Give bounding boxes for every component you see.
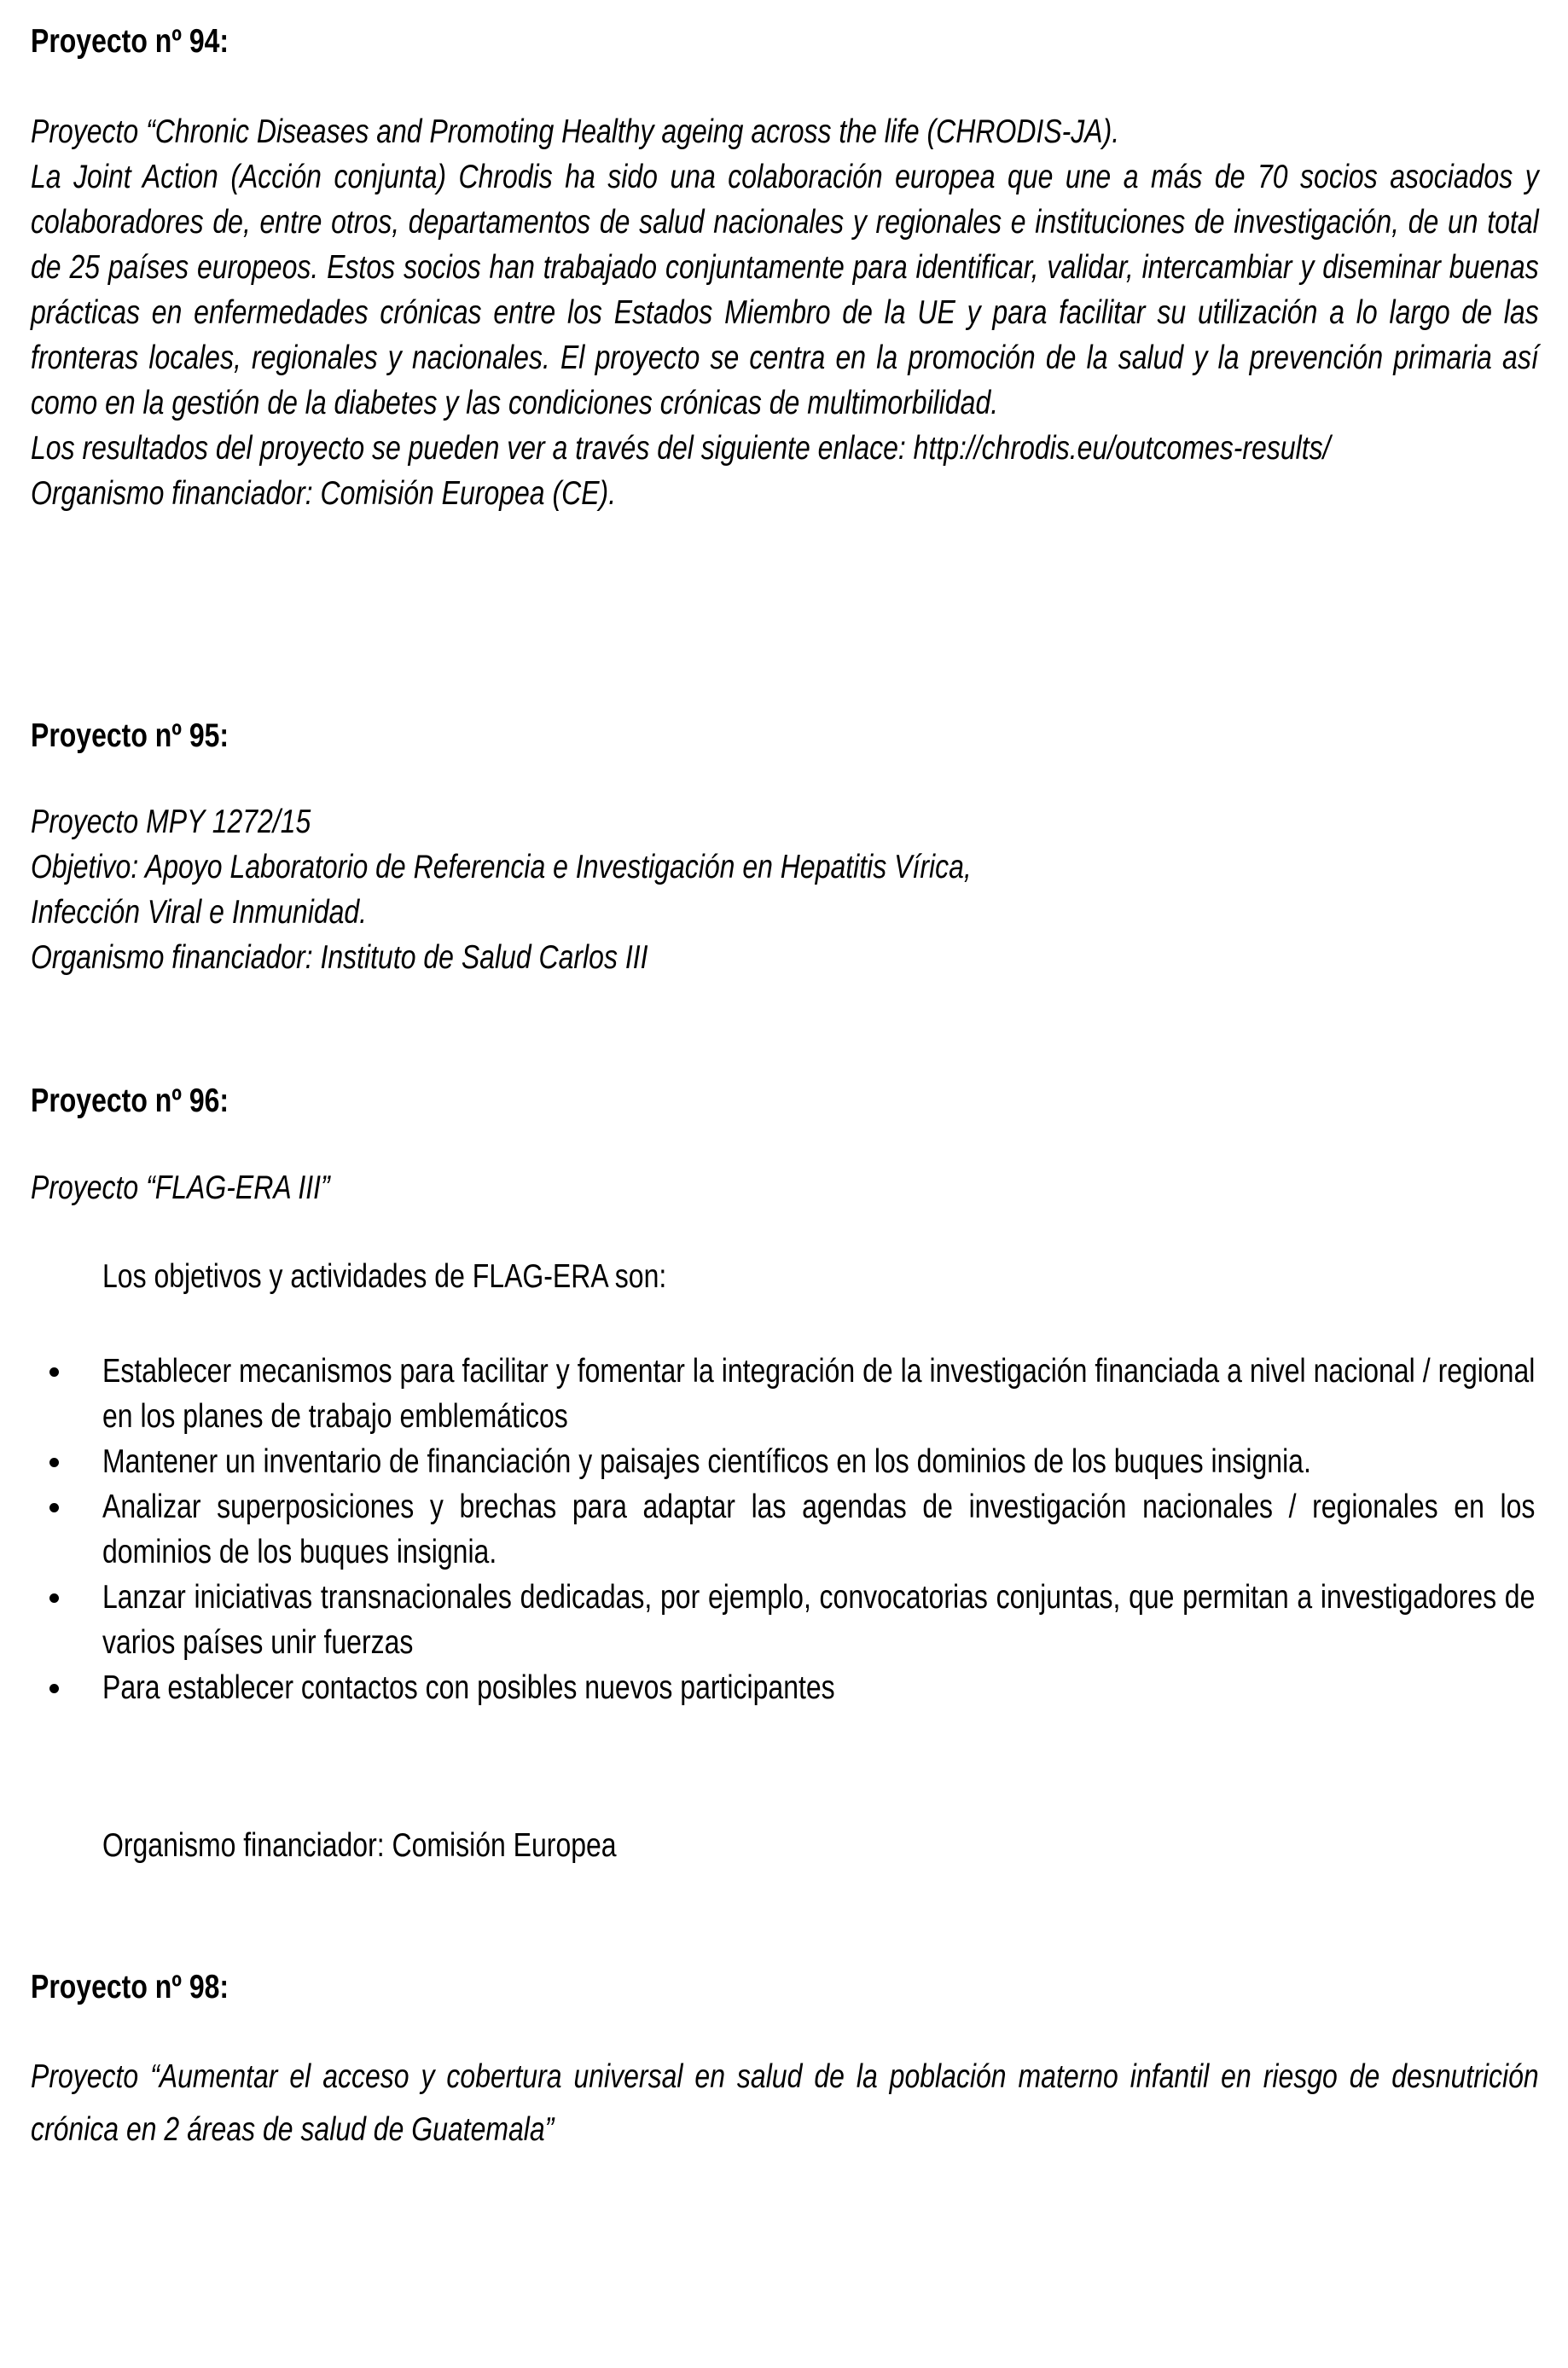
project-98-heading: Proyecto nº 98: bbox=[31, 1969, 229, 2005]
project-94-title: Proyecto “Chronic Diseases and Promoting Healthy ageing across the life (CHRODIS-JA). bbox=[31, 113, 1120, 150]
project-96-heading: Proyecto nº 96: bbox=[31, 1082, 229, 1119]
project-94-heading: Proyecto nº 94: bbox=[31, 23, 229, 60]
list-item: Mantener un inventario de financiación y paisajes científicos en los dominios de los buques insignia. bbox=[31, 1439, 1538, 1484]
project-94-results-link[interactable]: Los resultados del proyecto se pueden ver a través del siguiente enlace: http://chrodis.eu/outcomes-results/ bbox=[31, 430, 1331, 467]
project-96-intro: Los objetivos y actividades de FLAG-ERA son: bbox=[102, 1258, 667, 1295]
project-96-title: Proyecto “FLAG-ERA III” bbox=[31, 1169, 330, 1206]
list-item: Analizar superposiciones y brechas para adaptar las agendas de investigación nacionales / regionales en los dominios de los buques insignia. bbox=[31, 1484, 1538, 1575]
bullet-icon bbox=[49, 1367, 59, 1377]
list-item: Para establecer contactos con posibles nuevos participantes bbox=[31, 1665, 1538, 1710]
project-94-funder: Organismo financiador: Comisión Europea (CE). bbox=[31, 475, 617, 512]
project-95-body bbox=[31, 799, 1538, 980]
project-95-funder: Organismo financiador: Instituto de Salud Carlos III bbox=[31, 939, 648, 976]
project-98-body: Proyecto “Aumentar el acceso y cobertura universal en salud de la población materno infantil en riesgo de desnutrición crónica en 2 áreas de salud de Guatemala” bbox=[31, 2058, 1539, 2148]
project-95-objective: Objetivo: Apoyo Laboratorio de Referencia e Investigación en Hepatitis Vírica, Infección Viral e Inmunidad. bbox=[31, 849, 972, 931]
bullet-icon bbox=[49, 1503, 59, 1512]
project-94-body bbox=[31, 109, 1538, 516]
list-item: Lanzar iniciativas transnacionales dedicadas, por ejemplo, convocatorias conjuntas, que permitan a investigadores de varios países unir fuerzas bbox=[31, 1575, 1538, 1665]
project-94-description: La Joint Action (Acción conjunta) Chrodis ha sido una colaboración europea que une a más de 70 socios asociados y colaboradores de, entre otros, departamentos de salud nacionales y regionales e instituciones de investigación, de un total de 25 países europeos. Estos socios han trabajado conjuntamente para identificar, validar, intercambiar y diseminar buenas prácticas en enfermedades crónicas entre los Estados Miembro de la UE y para facilitar su utilización a lo largo de las fronteras locales, regionales y nacionales. El proyecto se centra en la promoción de la salud y la prevención primaria así como en la gestión de la diabetes y las condiciones crónicas de multimorbilidad. bbox=[31, 159, 1539, 421]
project-96-funder: Organismo financiador: Comisión Europea bbox=[102, 1827, 617, 1864]
bullet-icon bbox=[49, 1458, 59, 1467]
project-95-heading: Proyecto nº 95: bbox=[31, 717, 229, 754]
bullet-icon bbox=[49, 1593, 59, 1603]
project-95-title: Proyecto MPY 1272/15 bbox=[31, 804, 311, 840]
project-96-objectives-list bbox=[31, 1349, 1538, 1710]
bullet-icon bbox=[49, 1684, 59, 1693]
list-item: Establecer mecanismos para facilitar y fomentar la integración de la investigación financiada a nivel nacional / regional en los planes de trabajo emblemáticos bbox=[31, 1349, 1538, 1439]
